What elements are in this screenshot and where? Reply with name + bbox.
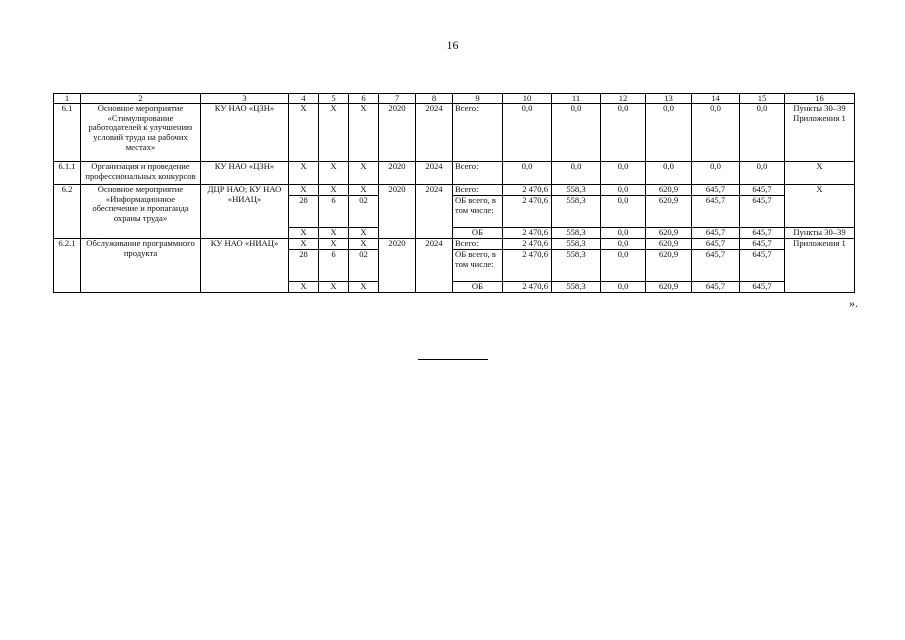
code-cell: 6: [319, 196, 349, 228]
amount-cell: 0,0: [601, 282, 646, 293]
amount-cell: 2 470,6: [503, 196, 552, 228]
column-header: 11: [552, 94, 601, 104]
amount-cell: 2 470,6: [503, 282, 552, 293]
start-year: 2020: [379, 162, 416, 185]
row-number: 6.2: [54, 185, 81, 239]
code-cell: 02: [349, 196, 379, 228]
code-cell: Х: [349, 239, 379, 250]
amount-cell: 0,0: [601, 239, 646, 250]
amount-cell: 558,3: [552, 228, 601, 239]
amount-cell: 558,3: [552, 196, 601, 228]
code-cell: Х: [349, 228, 379, 239]
amount-cell: 0,0: [601, 196, 646, 228]
amount-cell: 0,0: [601, 185, 646, 196]
amount-cell: 645,7: [692, 228, 740, 239]
amount-cell: 620,9: [646, 196, 692, 228]
amount-cell: 645,7: [692, 185, 740, 196]
row-number: 6.1: [54, 104, 81, 162]
amount-cell: 558,3: [552, 282, 601, 293]
end-year: 2024: [416, 162, 453, 185]
column-header: 5: [319, 94, 349, 104]
amount-cell: 645,7: [740, 185, 785, 196]
amount-cell: 2 470,6: [503, 250, 552, 282]
amount-cell: 558,3: [552, 250, 601, 282]
row-number: 6.1.1: [54, 162, 81, 185]
code-cell: Х: [289, 162, 319, 185]
amount-cell: 0,0: [552, 104, 601, 162]
page-number: 16: [446, 38, 459, 52]
amount-cell: 558,3: [552, 185, 601, 196]
amount-cell: 2 470,6: [503, 228, 552, 239]
executor: КУ НАО «ЦЗН»: [201, 104, 289, 162]
column-header: 14: [692, 94, 740, 104]
amount-cell: 620,9: [646, 239, 692, 250]
funding-source: Всего:: [453, 104, 503, 162]
note-cell: Приложения 1: [785, 239, 855, 293]
amount-cell: 620,9: [646, 282, 692, 293]
amount-cell: 0,0: [601, 162, 646, 185]
column-header: 3: [201, 94, 289, 104]
column-header: 7: [379, 94, 416, 104]
column-header: 10: [503, 94, 552, 104]
amount-cell: 0,0: [740, 104, 785, 162]
amount-cell: 0,0: [601, 250, 646, 282]
table-row: [54, 162, 855, 185]
amount-cell: 0,0: [601, 104, 646, 162]
note-cell: Х: [785, 185, 855, 228]
code-cell: 6: [319, 250, 349, 282]
amount-cell: 0,0: [646, 162, 692, 185]
amount-cell: 645,7: [692, 282, 740, 293]
row-number: 6.2.1: [54, 239, 81, 293]
end-year: 2024: [416, 104, 453, 162]
executor: ДЦР НАО; КУ НАО «НИАЦ»: [201, 185, 289, 239]
column-header: 8: [416, 94, 453, 104]
table-row: [54, 185, 855, 196]
amount-cell: 645,7: [692, 239, 740, 250]
funding-source: ОБ: [453, 228, 503, 239]
amount-cell: 645,7: [740, 282, 785, 293]
code-cell: Х: [349, 104, 379, 162]
code-cell: Х: [319, 185, 349, 196]
code-cell: Х: [319, 239, 349, 250]
code-cell: 28: [289, 196, 319, 228]
executor: КУ НАО «ЦЗН»: [201, 162, 289, 185]
amount-cell: 620,9: [646, 185, 692, 196]
amount-cell: 645,7: [740, 228, 785, 239]
code-cell: Х: [349, 282, 379, 293]
amount-cell: 645,7: [692, 196, 740, 228]
amount-cell: 0,0: [692, 104, 740, 162]
code-cell: Х: [289, 185, 319, 196]
amount-cell: 645,7: [740, 239, 785, 250]
amount-cell: 620,9: [646, 250, 692, 282]
column-header: 12: [601, 94, 646, 104]
code-cell: Х: [319, 228, 349, 239]
amount-cell: 0,0: [601, 228, 646, 239]
executor: КУ НАО «НИАЦ»: [201, 239, 289, 293]
funding-source: Всего:: [453, 239, 503, 250]
amount-cell: 0,0: [692, 162, 740, 185]
end-divider-line: [418, 359, 488, 360]
start-year: 2020: [379, 185, 416, 239]
amount-cell: 2 470,6: [503, 239, 552, 250]
end-year: 2024: [416, 185, 453, 239]
funding-source: Всего:: [453, 162, 503, 185]
amount-cell: 645,7: [740, 196, 785, 228]
column-header: 2: [81, 94, 201, 104]
column-header: 1: [54, 94, 81, 104]
code-cell: Х: [289, 104, 319, 162]
amount-cell: 2 470,6: [503, 185, 552, 196]
code-cell: Х: [289, 228, 319, 239]
end-year: 2024: [416, 239, 453, 293]
funding-source: ОБ всего, в том числе:: [453, 250, 503, 282]
column-header: 6: [349, 94, 379, 104]
amount-cell: 620,9: [646, 228, 692, 239]
amount-cell: 0,0: [740, 162, 785, 185]
amount-cell: 645,7: [740, 250, 785, 282]
code-cell: 28: [289, 250, 319, 282]
code-cell: Х: [319, 104, 349, 162]
closing-quote-mark: ».: [849, 296, 858, 310]
column-header: 15: [740, 94, 785, 104]
code-cell: Х: [289, 282, 319, 293]
amount-cell: 558,3: [552, 239, 601, 250]
code-cell: Х: [289, 239, 319, 250]
note-cell: Пункты 30–39: [785, 228, 855, 239]
note-cell: Пункты 30–39 Приложения 1: [785, 104, 855, 162]
amount-cell: 0,0: [646, 104, 692, 162]
program-table: [53, 93, 855, 293]
column-header: 13: [646, 94, 692, 104]
measure-name: Основное мероприятие «Информационное обеспечение и пропаганда охраны труда»: [81, 185, 201, 239]
column-number-row: [54, 94, 855, 104]
table-row: [54, 104, 855, 162]
table-row: [54, 239, 855, 250]
measure-name: Организация и проведение профессиональных конкурсов: [81, 162, 201, 185]
column-header: 4: [289, 94, 319, 104]
amount-cell: 645,7: [692, 250, 740, 282]
code-cell: 02: [349, 250, 379, 282]
measure-name: Обслуживание программного продукта: [81, 239, 201, 293]
note-cell: Х: [785, 162, 855, 185]
column-header: 16: [785, 94, 855, 104]
start-year: 2020: [379, 239, 416, 293]
amount-cell: 0,0: [503, 162, 552, 185]
code-cell: Х: [319, 162, 349, 185]
code-cell: Х: [349, 162, 379, 185]
code-cell: Х: [349, 185, 379, 196]
funding-source: ОБ: [453, 282, 503, 293]
funding-source: ОБ всего, в том числе:: [453, 196, 503, 228]
measure-name: Основное мероприятие «Стимулирование работодателей к улучшению условий труда на рабочих местах»: [81, 104, 201, 162]
funding-source: Всего:: [453, 185, 503, 196]
column-header: 9: [453, 94, 503, 104]
amount-cell: 0,0: [503, 104, 552, 162]
start-year: 2020: [379, 104, 416, 162]
code-cell: Х: [319, 282, 349, 293]
amount-cell: 0,0: [552, 162, 601, 185]
